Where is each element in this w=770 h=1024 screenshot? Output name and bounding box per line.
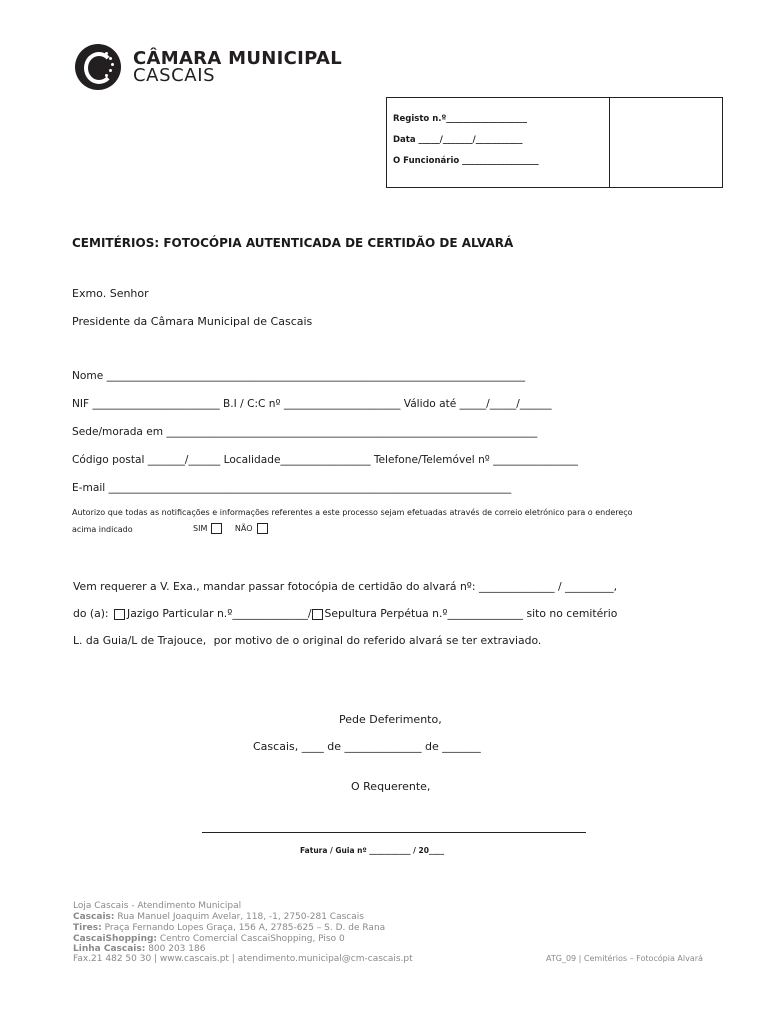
sede-morada-field[interactable]: Sede/morada em ______________________________________________________________________ bbox=[72, 426, 538, 438]
autorizo-text-line1: Autorizo que todas as notificações e informações referentes a este processo sejam efetuadas através de correio eletrónico para o endereço bbox=[72, 508, 633, 517]
jazigo-checkbox[interactable] bbox=[114, 609, 125, 620]
cascais-date-line[interactable]: Cascais, ____ de ______________ de _______ bbox=[253, 740, 481, 753]
org-name-line1: CÂMARA MUNICIPAL bbox=[133, 48, 342, 69]
sim-label: SIM bbox=[193, 524, 208, 533]
trajouce-label: L de Trajouce, bbox=[131, 634, 207, 647]
nao-label: NÃO bbox=[234, 524, 253, 533]
nome-field[interactable]: Nome _______________________________________________________________________________ bbox=[72, 370, 526, 382]
registry-box bbox=[386, 97, 723, 188]
data-field: Data _____/_______/___________ bbox=[393, 135, 523, 145]
pede-deferimento: Pede Deferimento, bbox=[339, 713, 442, 726]
autorizo-text-line2: acima indicado bbox=[72, 525, 133, 534]
footer-line6: Fax.21 482 50 30 | www.cascais.pt | atendimento.municipal@cm-cascais.pt bbox=[73, 954, 413, 964]
page-title: CEMITÉRIOS: FOTOCÓPIA AUTENTICADA DE CERTIDÃO DE ALVARÁ bbox=[72, 236, 514, 250]
request-line1: Vem requerer a V. Exa., mandar passar fotocópia de certidão do alvará nº: ______________ / _________, bbox=[73, 580, 618, 593]
requerente-label: O Requerente, bbox=[351, 780, 431, 793]
doc-code: ATG_09 | Cemitérios – Fotocópia Alvará bbox=[546, 954, 703, 963]
email-field[interactable]: E-mail ____________________________________________________________________________ bbox=[72, 482, 512, 494]
sepultura-checkbox[interactable] bbox=[312, 609, 323, 620]
funcionario-field: O Funcionário __________________ bbox=[393, 156, 539, 166]
registry-divider bbox=[609, 98, 610, 187]
motivo-text: por motivo de o original do referido alvará se ter extraviado. bbox=[213, 634, 542, 647]
footer-line1: Loja Cascais - Atendimento Municipal bbox=[73, 901, 242, 911]
guia-label: L. da Guia/ bbox=[73, 634, 132, 647]
sim-checkbox[interactable] bbox=[211, 523, 222, 534]
footer-line3: Tires: Praça Fernando Lopes Graça, 156 A, 2785-625 – S. D. de Rana bbox=[73, 923, 386, 933]
jazigo-label: Jazigo Particular n.º______________/ bbox=[127, 607, 312, 620]
footer-line2: Cascais: Rua Manuel Joaquim Avelar, 118, -1, 2750-281 Cascais bbox=[73, 912, 364, 922]
signature-line[interactable] bbox=[202, 832, 586, 833]
request-line2 bbox=[73, 607, 617, 620]
sepultura-label: Sepultura Perpétua n.º______________ sito no cemitério bbox=[324, 607, 618, 620]
registo-field: Registo n.º___________________ bbox=[393, 114, 528, 124]
fatura-guia-field: Fatura / Guia nº ___________ / 20____ bbox=[300, 846, 444, 855]
nao-checkbox[interactable] bbox=[257, 523, 268, 534]
nif-bi-field[interactable]: NIF ________________________ B.I / C:C nº ______________________ Válido até _____/_____/______ bbox=[72, 398, 552, 410]
salutation-line2: Presidente da Câmara Municipal de Cascais bbox=[72, 315, 313, 328]
codigo-postal-field[interactable]: Código postal _______/______ Localidade_________________ Telefone/Telemóvel nº ________________ bbox=[72, 454, 578, 466]
footer-line5: Linha Cascais: 800 203 186 bbox=[73, 944, 206, 954]
org-name-line2: CASCAIS bbox=[133, 65, 216, 86]
footer-line4: CascaiShopping: Centro Comercial CascaiShopping, Piso 0 bbox=[73, 934, 345, 944]
logo-dots bbox=[103, 50, 115, 80]
request-line3 bbox=[73, 634, 541, 647]
do-a-label: do (a): bbox=[73, 607, 109, 620]
salutation-line1: Exmo. Senhor bbox=[72, 287, 149, 300]
